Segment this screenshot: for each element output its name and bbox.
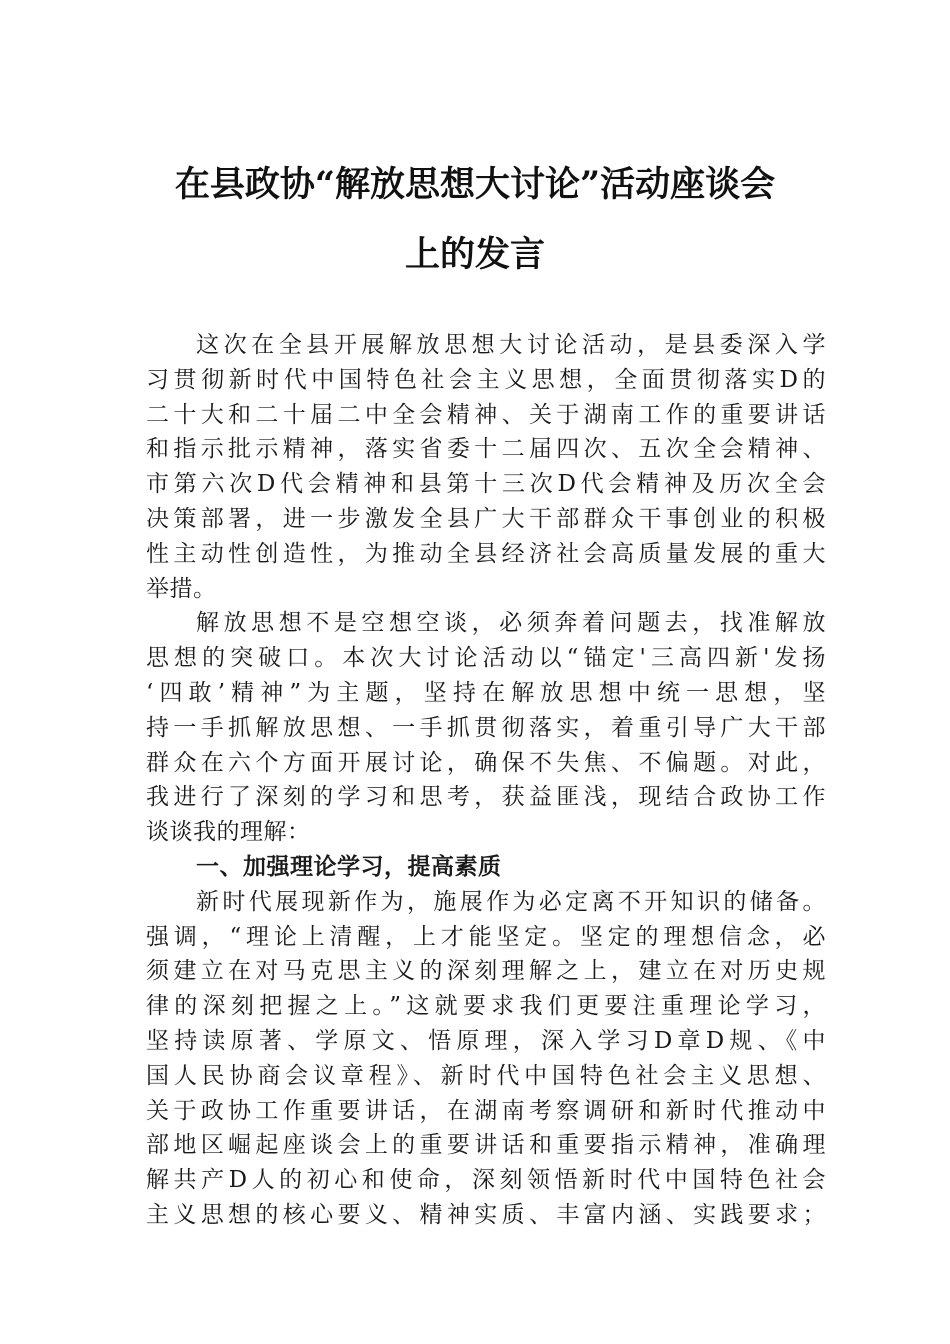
- paragraph-2-line: 群众在六个方面开展讨论，确保不失焦、不偏题。对此，: [146, 749, 826, 776]
- paragraph-1-line: 举措。: [146, 575, 217, 602]
- paragraph-3-line: 主义思想的核心要义、精神实质、丰富内涵、实践要求；: [146, 1201, 826, 1228]
- paragraph-3-line: 须建立在对马克思主义的深刻理解之上，建立在对历史规: [146, 958, 826, 985]
- paragraph-1-line: 习贯彻新时代中国特色社会主义思想，全面贯彻落实D的: [146, 366, 826, 393]
- paragraph-3-line: 新时代展现新作为，施展作为必定离不开知识的储备。: [196, 888, 826, 915]
- document-title-line-1: 在县政协“解放思想大讨论”活动座谈会: [174, 164, 776, 205]
- paragraph-3-line: 部地区崛起座谈会上的重要讲话和重要指示精神，准确理: [146, 1132, 826, 1159]
- paragraph-1-line: 决策部署，进一步激发全县广大干部群众干事创业的积极: [146, 505, 826, 532]
- document-title-line-2: 上的发言: [404, 234, 545, 275]
- paragraph-3-line: 国人民协商会议章程》、新时代中国特色社会主义思想、: [146, 1062, 826, 1089]
- paragraph-1-line: 性主动性创造性，为推动全县经济社会高质量发展的重大: [146, 540, 826, 567]
- paragraph-3-line: 强调，“理论上清醒，上才能坚定。坚定的理想信念，必: [146, 923, 826, 950]
- paragraph-3-line: 坚持读原著、学原文、悟原理，深入学习D章D规、《中: [146, 1027, 826, 1054]
- paragraph-2-line: 我进行了深刻的学习和思考，获益匪浅，现结合政协工作: [146, 784, 826, 811]
- paragraph-1-line: 市第六次D代会精神和县第十三次D代会精神及历次全会: [146, 471, 826, 498]
- paragraph-3-line: 解共产D人的初心和使命，深刻领悟新时代中国特色社会: [146, 1167, 826, 1194]
- document-body: [146, 328, 826, 1233]
- paragraph-3-line: 关于政协工作重要讲话，在湖南考察调研和新时代推动中: [146, 1097, 826, 1124]
- paragraph-2-line: ‘四敢’精神”为主题，坚持在解放思想中统一思想，坚: [146, 679, 826, 706]
- paragraph-2-line: 思想的突破口。本次大讨论活动以“锚定'三高四新'发扬: [146, 645, 826, 672]
- paragraph-1-line: 这次在全县开展解放思想大讨论活动，是县委深入学: [196, 332, 826, 358]
- paragraph-1-line: 二十大和二十届二中全会精神、关于湖南工作的重要讲话: [146, 401, 826, 428]
- paragraph-3-line: 律的深刻把握之上。”这就要求我们更要注重理论学习，: [146, 993, 826, 1020]
- paragraph-2-line: 持一手抓解放思想、一手抓贯彻落实，着重引导广大干部: [146, 714, 826, 741]
- paragraph-1-line: 和指示批示精神，落实省委十二届四次、五次全会精神、: [146, 436, 826, 463]
- section-heading-1: 一、加强理论学习，提高素质: [196, 853, 502, 880]
- paragraph-2-line: 解放思想不是空想空谈，必须奔着问题去，找准解放: [196, 610, 826, 637]
- paragraph-2-line: 谈谈我的理解：: [146, 819, 311, 846]
